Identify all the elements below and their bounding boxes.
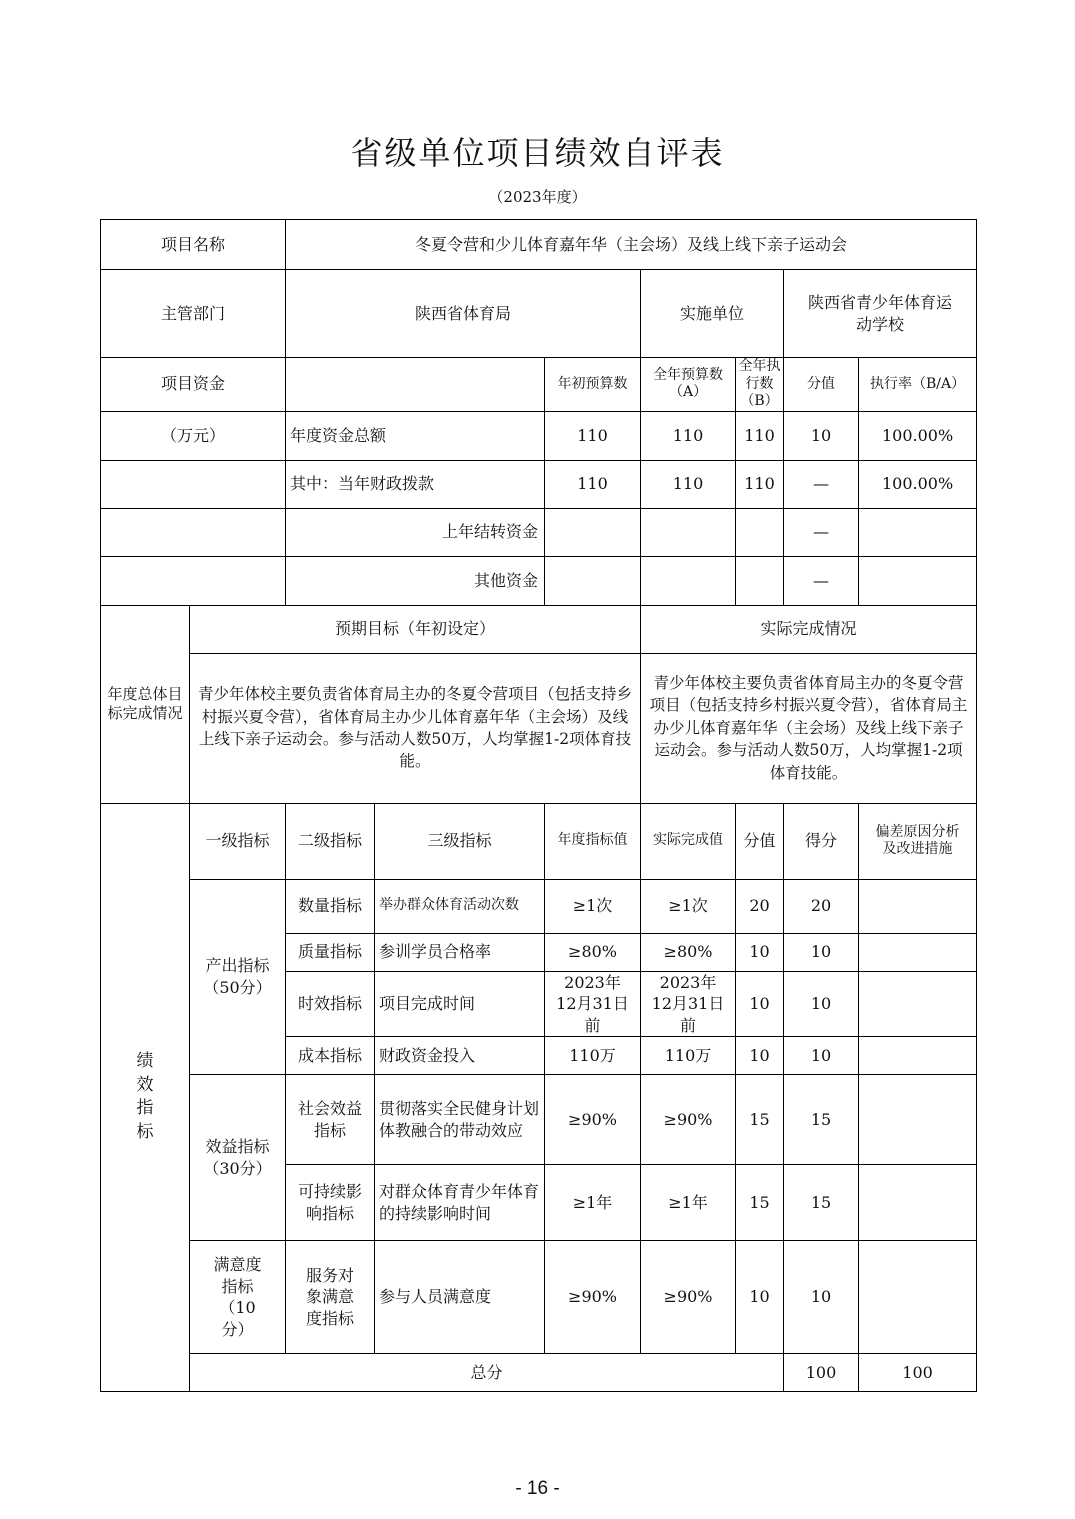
level2: 可持续影响指标 — [286, 1165, 375, 1241]
dept-label: 主管部门 — [101, 270, 286, 358]
deviation-note — [859, 933, 977, 971]
score-value: 10 — [736, 971, 784, 1037]
funds-row — [101, 508, 977, 556]
indicator-row — [101, 1075, 977, 1165]
expected-goal: 青少年体校主要负责省体育局主办的冬夏令营项目（包括支持乡村振兴夏令营），省体育局主办少儿体育嘉年华（主会场）及线上线下亲子运动会。参与活动人数50万，人均掌握1-2项体育技能。 — [190, 653, 641, 803]
indicators-header-row — [101, 803, 977, 879]
score: 20 — [784, 879, 859, 933]
level3: 举办群众体育活动次数 — [375, 879, 545, 933]
level3: 贯彻落实全民健身计划体教融合的带动效应 — [375, 1075, 545, 1165]
indicators-label: 绩效指标 — [101, 803, 190, 1392]
deviation-note — [859, 971, 977, 1037]
funds-initial: 110 — [545, 460, 641, 508]
self-evaluation-table — [100, 219, 977, 1392]
target: ≥1次 — [545, 879, 641, 933]
score: 10 — [784, 1037, 859, 1075]
funds-initial — [545, 508, 641, 556]
deviation-note — [859, 1037, 977, 1075]
goals-content-row — [101, 653, 977, 803]
score-value: 10 — [736, 933, 784, 971]
header-score-value: 分值 — [784, 358, 859, 412]
project-name-row — [101, 220, 977, 270]
header-level3: 三级指标 — [375, 803, 545, 879]
funds-executed — [736, 556, 784, 605]
funds-blank — [101, 508, 286, 556]
deviation-note — [859, 1075, 977, 1165]
dept-value: 陕西省体育局 — [286, 270, 641, 358]
score: 15 — [784, 1165, 859, 1241]
funds-rate — [859, 556, 977, 605]
level3: 参与人员满意度 — [375, 1241, 545, 1354]
impl-label: 实施单位 — [641, 270, 784, 358]
target: ≥80% — [545, 933, 641, 971]
project-name-label: 项目名称 — [101, 220, 286, 270]
funds-row-label: 其他资金 — [286, 556, 545, 605]
funds-blank — [101, 556, 286, 605]
level2: 服务对象满意度指标 — [286, 1241, 375, 1354]
actual: ≥1次 — [641, 879, 736, 933]
actual-header: 实际完成情况 — [641, 605, 977, 653]
funds-row — [101, 411, 977, 460]
funds-annual: 110 — [641, 460, 736, 508]
level1-satisfaction: 满意度指标（10分） — [190, 1241, 286, 1354]
funds-score-value: — — [784, 460, 859, 508]
funds-blank — [101, 460, 286, 508]
header-actual: 实际完成值 — [641, 803, 736, 879]
department-row — [101, 270, 977, 358]
target: 110万 — [545, 1037, 641, 1075]
header-deviation: 偏差原因分析及改进措施 — [859, 803, 977, 879]
goals-header-row — [101, 605, 977, 653]
total-row — [101, 1354, 977, 1392]
funds-rate: 100.00% — [859, 460, 977, 508]
score: 10 — [784, 933, 859, 971]
indicator-row — [101, 1241, 977, 1354]
score: 10 — [784, 1241, 859, 1354]
funds-annual: 110 — [641, 411, 736, 460]
actual: ≥90% — [641, 1241, 736, 1354]
funds-row-label: 其中：当年财政拨款 — [286, 460, 545, 508]
page-number: - 16 - — [515, 1478, 560, 1499]
score-value: 10 — [736, 1037, 784, 1075]
funds-score-value: — — [784, 556, 859, 605]
actual: ≥1年 — [641, 1165, 736, 1241]
score: 10 — [784, 971, 859, 1037]
header-target: 年度指标值 — [545, 803, 641, 879]
level3: 项目完成时间 — [375, 971, 545, 1037]
target: ≥1年 — [545, 1165, 641, 1241]
expected-header: 预期目标（年初设定） — [190, 605, 641, 653]
actual: 110万 — [641, 1037, 736, 1075]
header-exec-rate: 执行率（B/A） — [859, 358, 977, 412]
level3: 参训学员合格率 — [375, 933, 545, 971]
level3: 对群众体育青少年体育的持续影响时间 — [375, 1165, 545, 1241]
deviation-note — [859, 879, 977, 933]
score-value: 15 — [736, 1075, 784, 1165]
funds-annual — [641, 556, 736, 605]
level3: 财政资金投入 — [375, 1037, 545, 1075]
funds-initial: 110 — [545, 411, 641, 460]
funds-score-value: 10 — [784, 411, 859, 460]
actual: 2023年12月31日前 — [641, 971, 736, 1037]
score: 15 — [784, 1075, 859, 1165]
funds-initial — [545, 556, 641, 605]
target: ≥90% — [545, 1241, 641, 1354]
header-executed: 全年执行数（B） — [736, 358, 784, 412]
funds-row — [101, 556, 977, 605]
total-score: 100 — [859, 1354, 977, 1392]
goals-label: 年度总体目标完成情况 — [101, 605, 190, 803]
funds-row-label: 上年结转资金 — [286, 508, 545, 556]
impl-value: 陕西省青少年体育运动学校 — [784, 270, 977, 358]
level2: 质量指标 — [286, 933, 375, 971]
actual: ≥90% — [641, 1075, 736, 1165]
funds-executed: 110 — [736, 460, 784, 508]
actual-result: 青少年体校主要负责省体育局主办的冬夏令营项目（包括支持乡村振兴夏令营），省体育局主办少儿体育嘉年华（主会场）及线上线下亲子运动会。参与活动人数50万，人均掌握1-2项体育技能。 — [641, 653, 977, 803]
header-annual-budget: 全年预算数（A） — [641, 358, 736, 412]
funds-rate: 100.00% — [859, 411, 977, 460]
funds-executed — [736, 508, 784, 556]
total-score-value: 100 — [784, 1354, 859, 1392]
funds-row — [101, 460, 977, 508]
deviation-note — [859, 1241, 977, 1354]
level2: 社会效益指标 — [286, 1075, 375, 1165]
funds-row-label: 年度资金总额 — [286, 411, 545, 460]
project-name: 冬夏令营和少儿体育嘉年华（主会场）及线上线下亲子运动会 — [286, 220, 977, 270]
target: ≥90% — [545, 1075, 641, 1165]
deviation-note — [859, 1165, 977, 1241]
level2: 时效指标 — [286, 971, 375, 1037]
level2: 成本指标 — [286, 1037, 375, 1075]
funds-score-value: — — [784, 508, 859, 556]
funds-executed: 110 — [736, 411, 784, 460]
target: 2023年12月31日前 — [545, 971, 641, 1037]
funds-header-row — [101, 358, 977, 412]
level1-benefit: 效益指标（30分） — [190, 1075, 286, 1241]
funds-annual — [641, 508, 736, 556]
header-level2: 二级指标 — [286, 803, 375, 879]
page-title: 省级单位项目绩效自评表 — [350, 134, 725, 172]
indicator-row — [101, 879, 977, 933]
funds-rate — [859, 508, 977, 556]
header-score-value: 分值 — [736, 803, 784, 879]
header-initial-budget: 年初预算数 — [545, 358, 641, 412]
header-score: 得分 — [784, 803, 859, 879]
funds-label: 项目资金 — [101, 358, 286, 412]
level1-output: 产出指标（50分） — [190, 879, 286, 1075]
funds-blank-header — [286, 358, 545, 412]
score-value: 20 — [736, 879, 784, 933]
funds-unit: （万元） — [101, 411, 286, 460]
header-level1: 一级指标 — [190, 803, 286, 879]
score-value: 10 — [736, 1241, 784, 1354]
actual: ≥80% — [641, 933, 736, 971]
score-value: 15 — [736, 1165, 784, 1241]
level2: 数量指标 — [286, 879, 375, 933]
report-year: （2023年度） — [488, 188, 587, 206]
total-label: 总分 — [190, 1354, 784, 1392]
